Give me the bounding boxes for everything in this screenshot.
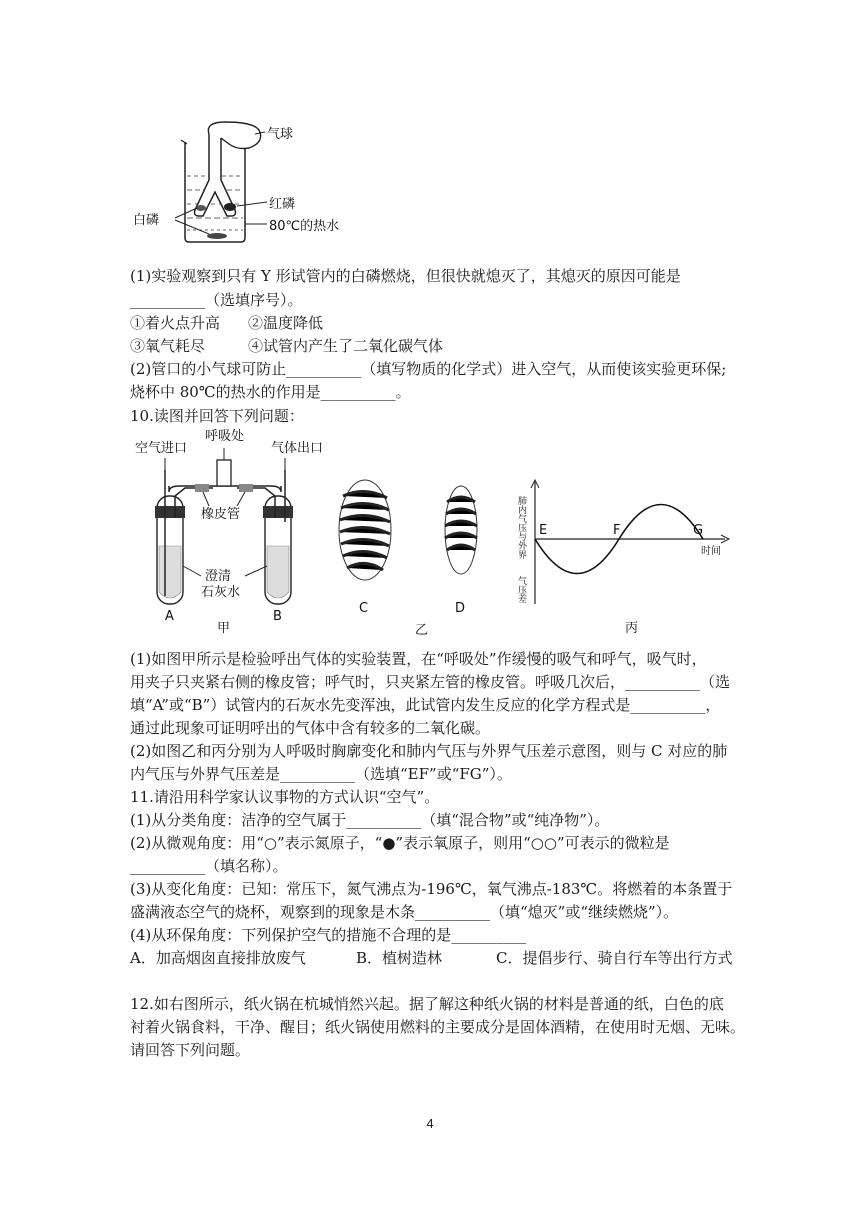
q10-part1-line1: (1)如图甲所示是检验呼出气体的实验装置，在“呼吸处”作缓慢的吸气和呼气，吸气时，: [130, 650, 707, 668]
ribcage-d: [445, 486, 477, 574]
point-f: F: [613, 523, 621, 538]
label-breath-point: 呼吸处: [205, 429, 245, 444]
q9-options-row2: [130, 336, 444, 356]
q10-part1-line2: 用夹子只夹紧右侧的橡皮管；呼气时，只夹紧左管的橡皮管。呼吸几次后，__________（选: [130, 673, 731, 691]
q11-option-b: B．植树造林: [356, 949, 443, 967]
label-red-phosphorus: 红磷: [269, 197, 296, 212]
label-fig-jia: 甲: [217, 621, 231, 636]
q10-part1-line3: 填“A”或“B”）试管内的石灰水先变浑浊，此试管内发生反应的化学方程式是__________，: [130, 696, 721, 714]
q9-option-1: ①着火点升高: [130, 314, 221, 332]
q9-option-2: ②温度降低: [248, 314, 324, 332]
q9-part1-line1: (1)实验观察到只有 Y 形试管内的白磷燃烧，但很快就熄灭了，其熄灭的原因可能是: [130, 267, 681, 285]
q9-part2-line2: 烧杯中 80℃的热水的作用是__________。: [130, 383, 411, 401]
q9-options-row1: [130, 313, 324, 333]
q11-option-a: A．加高烟囱直接排放废气: [130, 949, 306, 967]
q12-line1: 12.如右图所示，纸火锅在杭城悄然兴起。据了解这种纸火锅的材料是普通的纸，白色的底: [130, 995, 724, 1013]
chart-y-label-bottom: 气压差: [516, 576, 526, 603]
label-limewater-2: 石灰水: [201, 585, 241, 600]
q11-option-c: C．提倡步行、骑自行车等出行方式: [496, 949, 733, 967]
label-fig-yi: 乙: [415, 623, 429, 636]
q11-part3-line1: (3)从变化角度：已知：常压下，氮气沸点为-196℃，氧气沸点-183℃。将燃着的本条置于: [130, 880, 733, 898]
q10-part2-line1: (2)如图乙和丙分别为人呼吸时胸廓变化和肺内气压与外界气压差示意图，则与 C 对应的肺: [130, 742, 728, 760]
pressure-difference-chart: [516, 480, 729, 604]
ribcage-c: [339, 480, 391, 580]
label-ribcage-c: C: [359, 601, 369, 616]
q11-part2-line2: __________（填名称）。: [130, 857, 288, 875]
label-rubber-tube: 橡皮管: [201, 507, 241, 522]
label-limewater-1: 澄清: [205, 569, 232, 584]
q12-line2: 衬着火锅食料，干净、醒目；纸火锅使用燃料的主要成分是固体酒精，在使用时无烟、无味。: [130, 1018, 746, 1036]
q12-line3: 请回答下列问题。: [130, 1041, 251, 1059]
page-number: 4: [426, 1116, 434, 1131]
figure-y-tube-apparatus: [125, 120, 375, 250]
q11-part4: (4)从环保角度：下列保护空气的措施不合理的是__________: [130, 926, 527, 944]
point-e: E: [539, 523, 548, 538]
q11-part2-line1: (2)从微观角度：用“○”表示氮原子，“●”表示氧原子，则用“○○”可表示的微粒是: [130, 834, 670, 852]
label-fig-bing: 丙: [625, 621, 639, 636]
q10-title: 10.读图并回答下列问题：: [130, 407, 304, 425]
q11-title: 11.请沿用科学家认议事物的方式认识“空气”。: [130, 788, 440, 806]
q9-part1-line2: __________（选填序号）。: [130, 291, 303, 309]
q9-option-3: ③氧气耗尽: [130, 337, 206, 355]
point-g: G: [693, 523, 704, 538]
q11-options: [130, 948, 733, 968]
label-white-phosphorus: 白磷: [133, 213, 160, 228]
label-tube-a: A: [165, 609, 174, 624]
label-air-inlet: 空气进口: [135, 441, 188, 456]
label-gas-outlet: 气体出口: [271, 441, 324, 456]
q11-part1: (1)从分类角度：洁净的空气属于__________（填“混合物”或“纯净物”）。: [130, 811, 610, 829]
q9-option-4: ④试管内产生了二氧化碳气体: [248, 337, 444, 355]
q10-part1-line4: 通过此现象可证明呼出的气体中含有较多的二氧化碳。: [130, 719, 491, 737]
q10-part2-line2: 内气压与外界气压差是__________（选填“EF”或“FG”）。: [130, 765, 512, 783]
q11-part3-line2: 盛满液态空气的烧杯，观察到的现象是木条__________（填“熄灭”或“继续燃烧”）。: [130, 903, 679, 921]
figure-respiration: [125, 426, 735, 636]
chart-y-label-top: 肺内气压与外界: [516, 496, 526, 559]
label-hot-water: 80℃的热水: [269, 219, 340, 234]
label-tube-b: B: [273, 609, 282, 624]
q9-part2-line1: (2)管口的小气球可防止__________（填写物质的化学式）进入空气，从而使该实验更环保;: [130, 360, 727, 378]
label-ribcage-d: D: [455, 601, 466, 616]
chart-x-label: 时间: [701, 546, 721, 557]
label-balloon: 气球: [267, 127, 294, 142]
